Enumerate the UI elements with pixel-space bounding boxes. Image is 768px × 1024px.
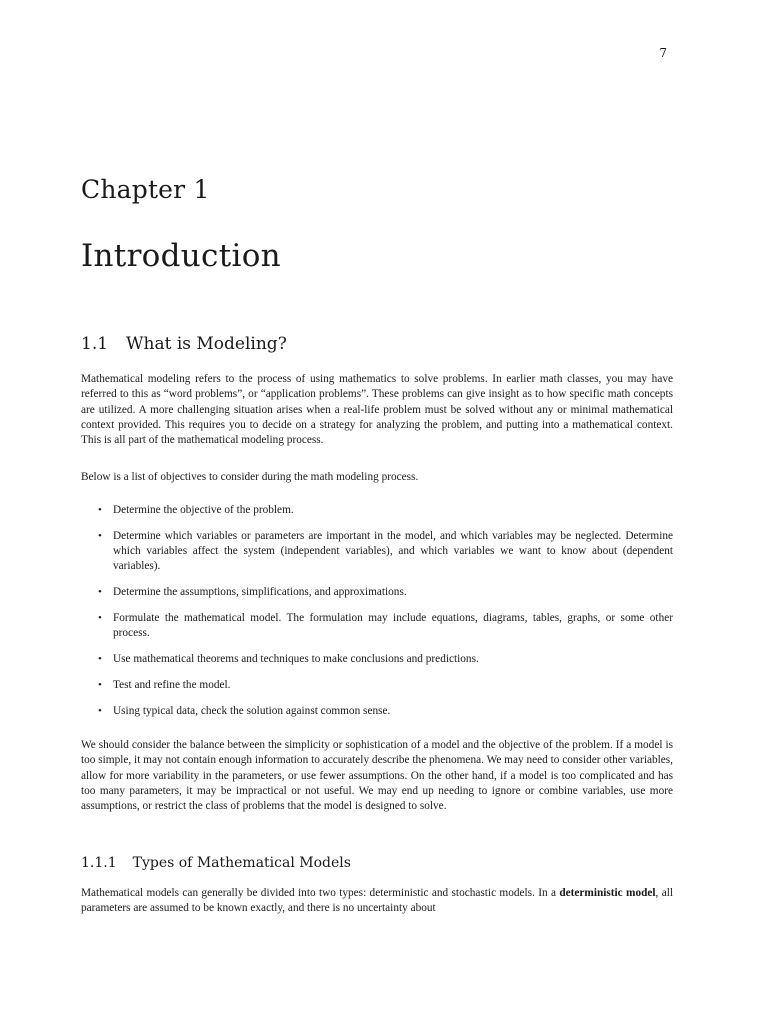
objective-text: Using typical data, check the solution against common sense. <box>113 704 391 717</box>
model-types-paragraph <box>81 886 673 917</box>
section-number: 1.1 <box>81 334 109 354</box>
objective-text: Formulate the mathematical model. The formulation may include equations, diagrams, tables, graphs, or some other process. <box>113 611 673 640</box>
balance-paragraph: We should consider the balance between the simplicity or sophistication of a model and the objective of the problem. If a model is too simple, it may not contain enough information to accurately describe the phenomena. We may need to consider other variables, allow for more variability in the parameters, or use fewer assumptions. On the other hand, if a model is too complicated and has too many parameters, it may be impractical or not useful. We may end up needing to ignore or combine variables, use more assumptions, or restrict the class of problems that the model is designed to solve. <box>81 739 673 813</box>
bullet-icon: • <box>98 704 102 717</box>
intro-paragraph: Mathematical modeling refers to the process of using mathematics to solve problems. In earlier math classes, you may have referred to this as “word problems”, or “application problems”. These problems can give insight as to how specific math concepts are utilized. A more challenging situation arises when a real-life problem must be solved without any or minimal mathematical context provided. This requires you to decide on a strategy for analyzing the problem, and putting into a mathematical context. This is all part of the mathematical modeling process. <box>81 373 673 447</box>
bullet-icon: • <box>98 504 102 516</box>
subsection-title: Types of Mathematical Models <box>132 855 351 871</box>
model-types-text-after: , all parameters are assumed to be known exactly, and there is no uncertainty about <box>81 887 674 915</box>
list-item <box>97 529 673 575</box>
bullet-icon: • <box>98 653 102 666</box>
list-item <box>97 503 673 518</box>
chapter-label: Chapter 1 <box>81 175 210 204</box>
list-intro-paragraph: Below is a list of objectives to consider during the math modeling process. <box>81 471 419 483</box>
subsection-number: 1.1.1 <box>81 855 117 871</box>
objective-text: Use mathematical theorems and techniques to make conclusions and predictions. <box>113 653 479 666</box>
chapter-title: Introduction <box>81 238 281 274</box>
list-item <box>97 704 673 719</box>
subsection-heading <box>81 855 351 871</box>
objective-text: Determine the assumptions, simplifications, and approximations. <box>113 586 407 599</box>
list-item <box>97 652 673 667</box>
bullet-icon: • <box>98 611 102 624</box>
objective-text: Test and refine the model. <box>113 678 231 691</box>
section-title: What is Modeling? <box>126 334 287 354</box>
list-item <box>97 678 673 693</box>
page-number: 7 <box>659 46 667 60</box>
model-types-text-before: Mathematical models can generally be divided into two types: deterministic and stochastic models. In a <box>81 887 560 899</box>
list-item <box>97 611 673 642</box>
list-item <box>97 585 673 600</box>
deterministic-model-term: deterministic model <box>559 887 656 899</box>
bullet-icon: • <box>98 678 102 691</box>
bullet-icon: • <box>98 529 102 542</box>
objective-text: Determine which variables or parameters are important in the model, and which variables may be neglected. Determine which variables affect the system (independent variables), and which variables we want to know about (dependent variables). <box>113 529 673 573</box>
section-heading <box>81 334 287 354</box>
bullet-icon: • <box>98 586 102 599</box>
objective-text: Determine the objective of the problem. <box>113 504 294 516</box>
objectives-list <box>97 503 673 729</box>
